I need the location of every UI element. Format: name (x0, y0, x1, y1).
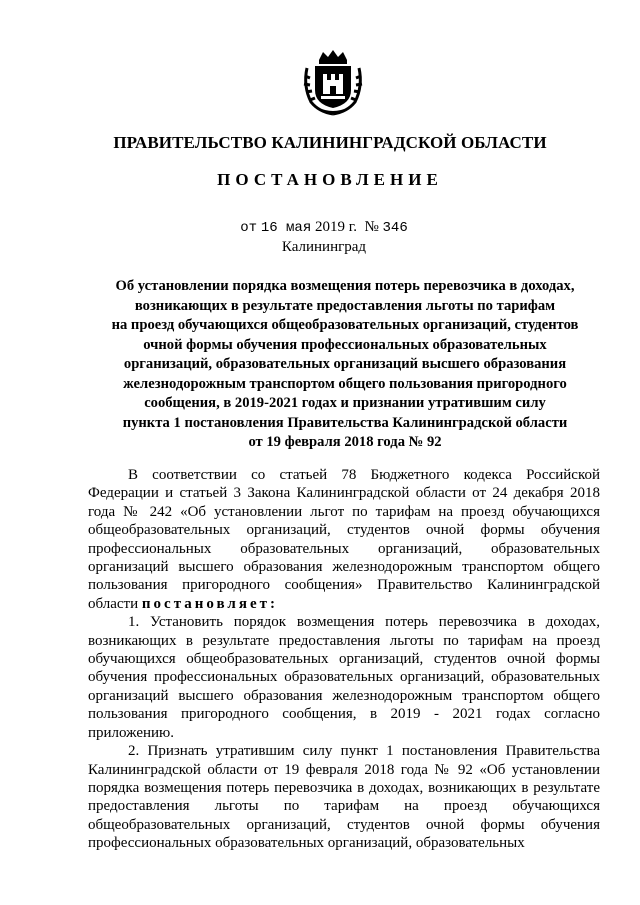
heading-line: железнодорожным транспортом общего пользования пригородного (123, 375, 567, 392)
document-type: ПОСТАНОВЛЕНИЕ (217, 170, 443, 189)
heading-line: очной формы обучения профессиональных образовательных (143, 336, 547, 353)
item-1-paragraph: 1. Установить порядок возмещения потерь перевозчика в доходах, возникающих в результате предоставления льготы по тарифам на проезд обучающихся общеобразовательных организаций, студентов очной формы обучения профессиональных образовательных организаций, образовательных организаций высшего образования железнодорожным транспортом общего пользования пригородного сообщения, в 2019 - 2021 годах согласно приложению. (88, 614, 600, 741)
date-day-month: 16 мая (260, 220, 312, 236)
heading-line: Об установлении порядка возмещения потерь перевозчика в доходах, (115, 278, 575, 294)
document-number: 346 (382, 220, 408, 236)
date-year: 2019 г. (314, 219, 357, 235)
city: Калининград (281, 239, 367, 255)
document-body (88, 466, 600, 853)
decree-word: постановляет: (141, 595, 278, 612)
item-2-paragraph: 2. Признать утратившим силу пункт 1 постановления Правительства Калининградской области от 19 февраля 2018 года № 92 «Об установлении порядка возмещения потерь перевозчика в доходах, возникающих в результате предоставления льготы по тарифам на проезд обучающихся общеобразовательных организаций, студентов очной формы обучения профессиональных образовательных организаций, образовательных (88, 743, 600, 852)
heading-line: сообщения, в 2019-2021 годах и признании утратившим силу (144, 395, 546, 411)
heading-line: от 19 февраля 2018 года № 92 (248, 434, 442, 450)
coat-of-arms-icon (297, 46, 369, 118)
date-line (4, 219, 640, 236)
heading-line: пункта 1 постановления Правительства Калининградской области (122, 414, 568, 431)
heading-line: организаций, образовательных организаций высшего образования (123, 356, 567, 372)
preamble-paragraph (88, 466, 600, 613)
number-sign: № (364, 219, 379, 235)
heading-line: возникающих в результате предоставления льготы по тарифам (134, 297, 556, 314)
government-title: ПРАВИТЕЛЬСТВО КАЛИНИНГРАДСКОЙ ОБЛАСТИ (113, 133, 547, 152)
heading-line: на проезд обучающихся общеобразовательных организаций, студентов (111, 317, 579, 333)
document-heading (90, 277, 600, 453)
date-prefix: от (240, 220, 258, 236)
preamble-text: В соответствии со статьей 78 Бюджетного кодекса Российской Федерации и статьей 3 Закона Калининградской области от 24 декабря 2018 года № 242 «Об установлении льгот по тарифам на проезд обучающихся общеобразовательных организаций, студентов очной формы обучения профессиональных образовательных организаций, образовательных организаций высшего образования железнодорожным транспортом общего пользования пригородного сообщения» Правительство Калининградской области (88, 467, 600, 612)
